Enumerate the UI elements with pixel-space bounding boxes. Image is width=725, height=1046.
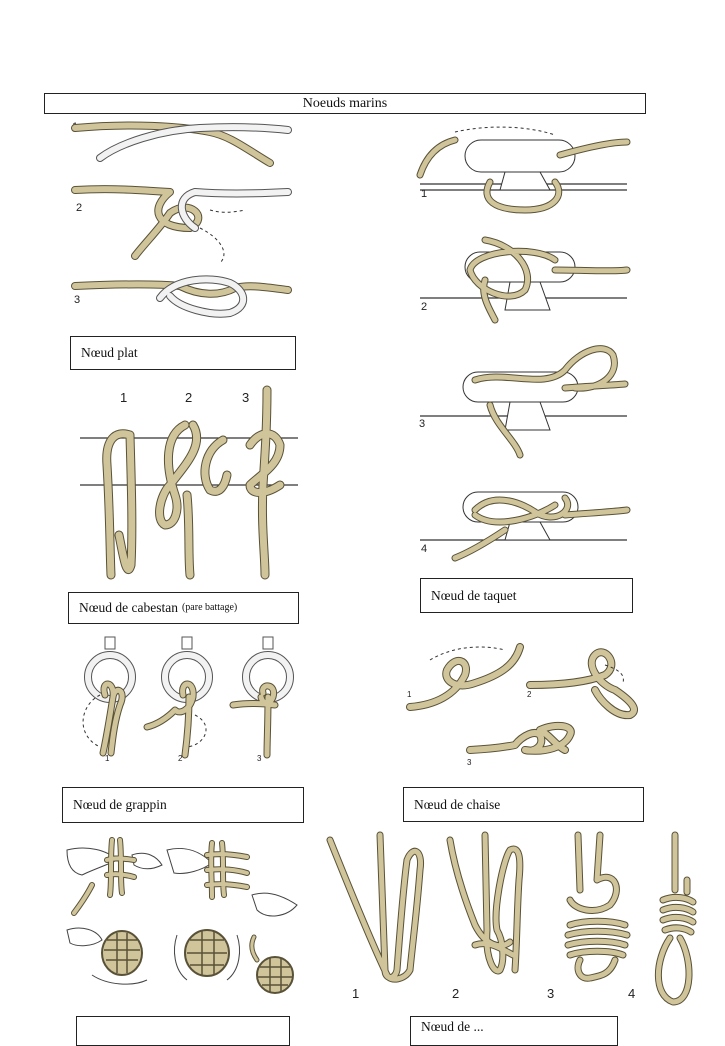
step-number: 3 (419, 418, 426, 430)
caption-note: (pare battage) (181, 602, 238, 613)
step-number: 1 (407, 690, 412, 699)
caption-text: Nœud de chaise (414, 796, 501, 812)
step-number: 3 (242, 390, 250, 405)
pomme-de-touline-illustration (62, 835, 307, 995)
noeud-pendu-illustration (325, 830, 695, 1010)
step-number: 2 (527, 690, 532, 699)
step-number: 3 (74, 294, 81, 306)
step-number: 2 (452, 986, 460, 1001)
caption-text: Nœud de taquet (431, 587, 517, 603)
step-number: 3 (547, 986, 555, 1001)
caption-noeud-chaise (403, 787, 644, 822)
noeud-cabestan-illustration (75, 385, 305, 585)
step-number: 1 (105, 754, 110, 763)
step-number: 1 (421, 188, 428, 200)
caption-text: Nœud de cabestan (79, 600, 178, 616)
caption-bottom-right (410, 1016, 618, 1046)
step-number: 4 (421, 543, 428, 555)
caption-text: Nœud de ... (421, 1019, 484, 1034)
step-number: 4 (628, 986, 636, 1001)
step-number: 1 (72, 121, 79, 133)
step-number: 1 (352, 986, 360, 1001)
step-number: 2 (185, 390, 193, 405)
caption-text: Nœud de grappin (73, 797, 167, 813)
caption-noeud-cabestan (68, 592, 299, 624)
page-title: Noeuds marins (44, 93, 646, 114)
step-number: 2 (76, 202, 83, 214)
caption-text: Nœud plat (81, 345, 138, 361)
noeud-plat-illustration (70, 118, 300, 323)
step-number: 2 (421, 301, 428, 313)
step-number: 1 (120, 390, 128, 405)
step-number: 3 (257, 754, 262, 763)
caption-noeud-taquet (420, 578, 633, 613)
caption-noeud-grappin (62, 787, 304, 823)
noeud-taquet-illustration (415, 120, 630, 570)
caption-bottom-left (76, 1016, 290, 1046)
noeud-grappin-illustration (65, 635, 305, 765)
caption-noeud-plat (70, 336, 296, 370)
step-number: 3 (467, 758, 472, 767)
step-number: 2 (178, 754, 183, 763)
noeud-chaise-illustration (405, 635, 645, 770)
